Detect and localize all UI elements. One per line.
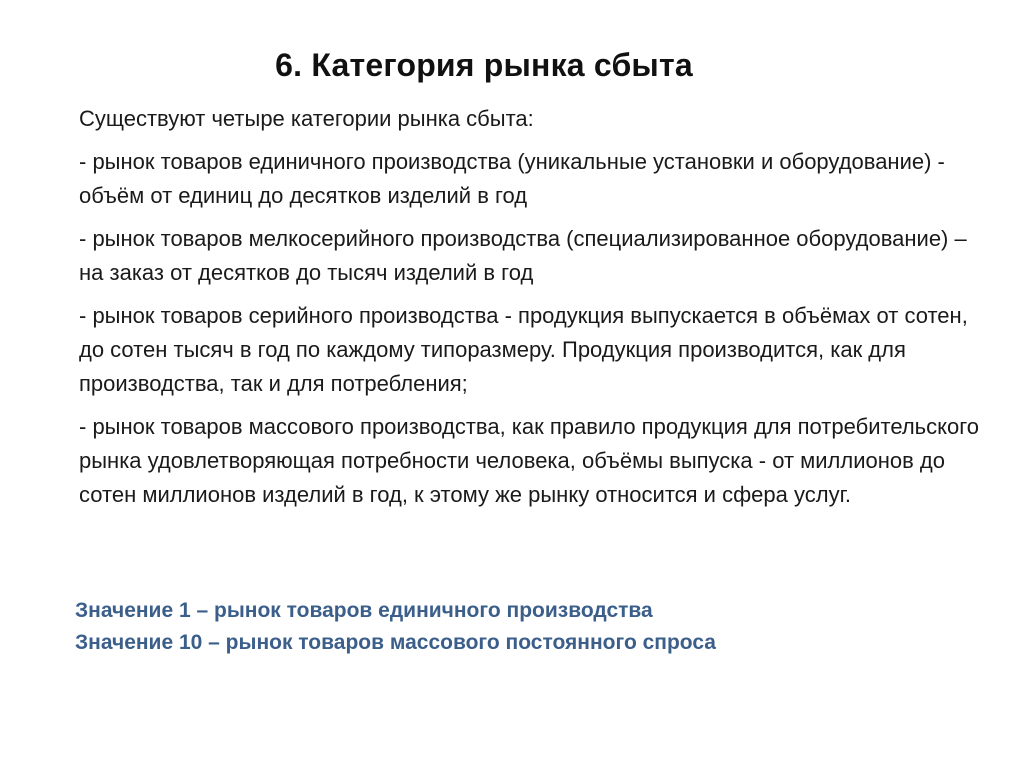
market-category-item-1: - рынок товаров единичного производства (уникальные установки и оборудование) - объём от единиц до десятков изделий в год <box>79 149 945 208</box>
slide-title: 6. Категория рынка сбыта <box>275 47 693 83</box>
slide-body <box>79 102 979 521</box>
intro-text: Существуют четыре категории рынка сбыта: <box>79 106 534 131</box>
summary-line-value-1: Значение 1 – рынок товаров единичного производства <box>75 599 653 622</box>
summary-line-value-10: Значение 10 – рынок товаров массового постоянного спроса <box>75 631 716 654</box>
market-category-item-3: - рынок товаров серийного производства - продукция выпускается в объёмах от сотен, до сотен тысяч в год по каждому типоразмеру. Продукция производится, как для производства, так и для потребления; <box>79 303 968 396</box>
market-category-item-2: - рынок товаров мелкосерийного производства (специализированное оборудование) – на заказ от десятков до тысяч изделий в год <box>79 226 967 285</box>
value-summary <box>75 595 975 659</box>
market-category-item-4: - рынок товаров массового производства, как правило продукция для потребительского рынка удовлетворяющая потребности человека, объёмы выпуска - от миллионов до сотен миллионов изделий в год, к этому же рынку относится и сфера услуг. <box>79 414 980 507</box>
